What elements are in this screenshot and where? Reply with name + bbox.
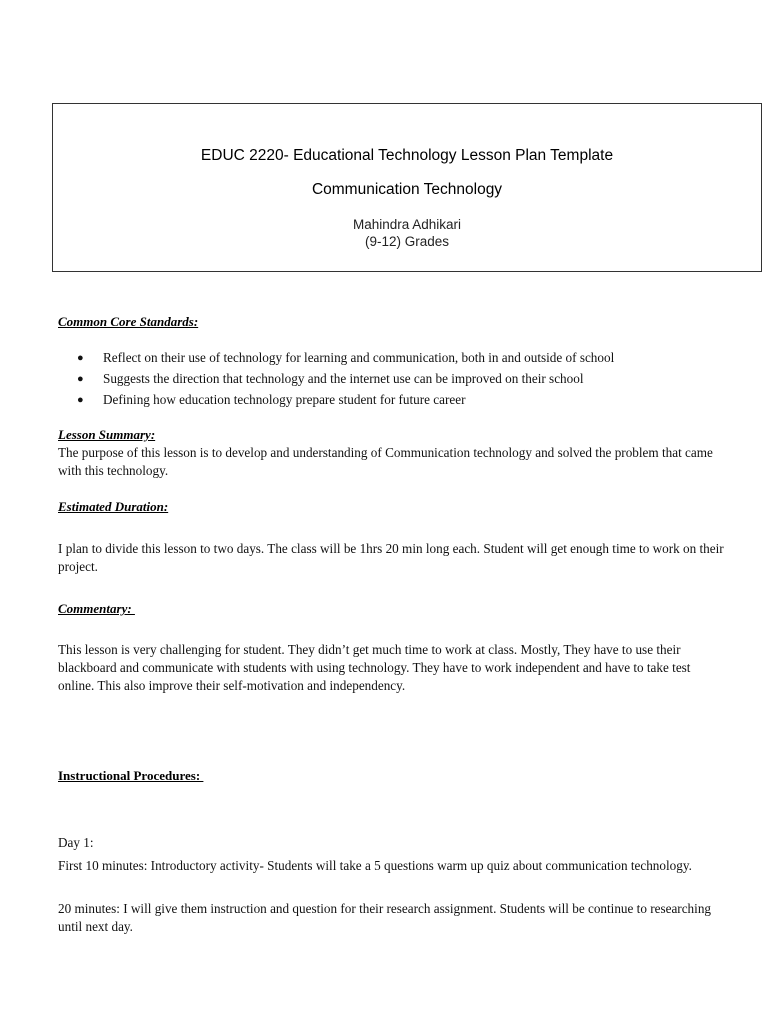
list-item: [58, 391, 614, 412]
list-item-text: Reflect on their use of technology for learning and communication, both in and outside of school: [103, 350, 615, 365]
lesson-summary-heading: Lesson Summary:: [58, 427, 156, 442]
bullet-icon: ●: [77, 352, 84, 364]
procedure-step: 20 minutes: I will give them instruction and question for their research assignment. Students will be continue to researching until next day.: [58, 901, 712, 934]
procedure-step: First 10 minutes: Introductory activity- Students will take a 5 questions warm up quiz about communication technology.: [58, 858, 692, 873]
list-item: [58, 349, 614, 370]
list-item-text: Suggests the direction that technology and the internet use can be improved on their school: [103, 371, 584, 386]
commentary-text: This lesson is very challenging for student. They didn’t get much time to work at class. Mostly, They have to use their blackboard and communicate with students with using technology. They have to work independent and have to take test online. This also improve their self-motivation and independency.: [58, 642, 691, 693]
list-item-text: Defining how education technology prepare student for future career: [103, 392, 466, 407]
list-item: [58, 370, 614, 391]
author-name: Mahindra Adhikari: [352, 217, 462, 232]
document-title: EDUC 2220- Educational Technology Lesson Plan Template: [200, 147, 614, 164]
estimated-duration-text: I plan to divide this lesson to two days. The class will be 1hrs 20 min long each. Student will get enough time to work on their project.: [58, 541, 724, 574]
common-core-list: [58, 349, 614, 412]
bullet-icon: ●: [77, 394, 84, 406]
common-core-heading: Common Core Standards:: [58, 314, 199, 329]
lesson-summary-text: The purpose of this lesson is to develop and understanding of Communication technology and solved the problem that came with this technology.: [58, 445, 713, 478]
instructional-procedures-heading: Instructional Procedures:: [58, 768, 204, 783]
bullet-icon: ●: [77, 373, 84, 385]
estimated-duration-heading: Estimated Duration:: [58, 499, 169, 514]
title-box: [52, 103, 762, 272]
document-subtitle: Communication Technology: [311, 181, 503, 198]
day-label: Day 1:: [58, 835, 94, 850]
grade-level: (9-12) Grades: [364, 234, 450, 249]
commentary-heading: Commentary:: [58, 601, 135, 616]
